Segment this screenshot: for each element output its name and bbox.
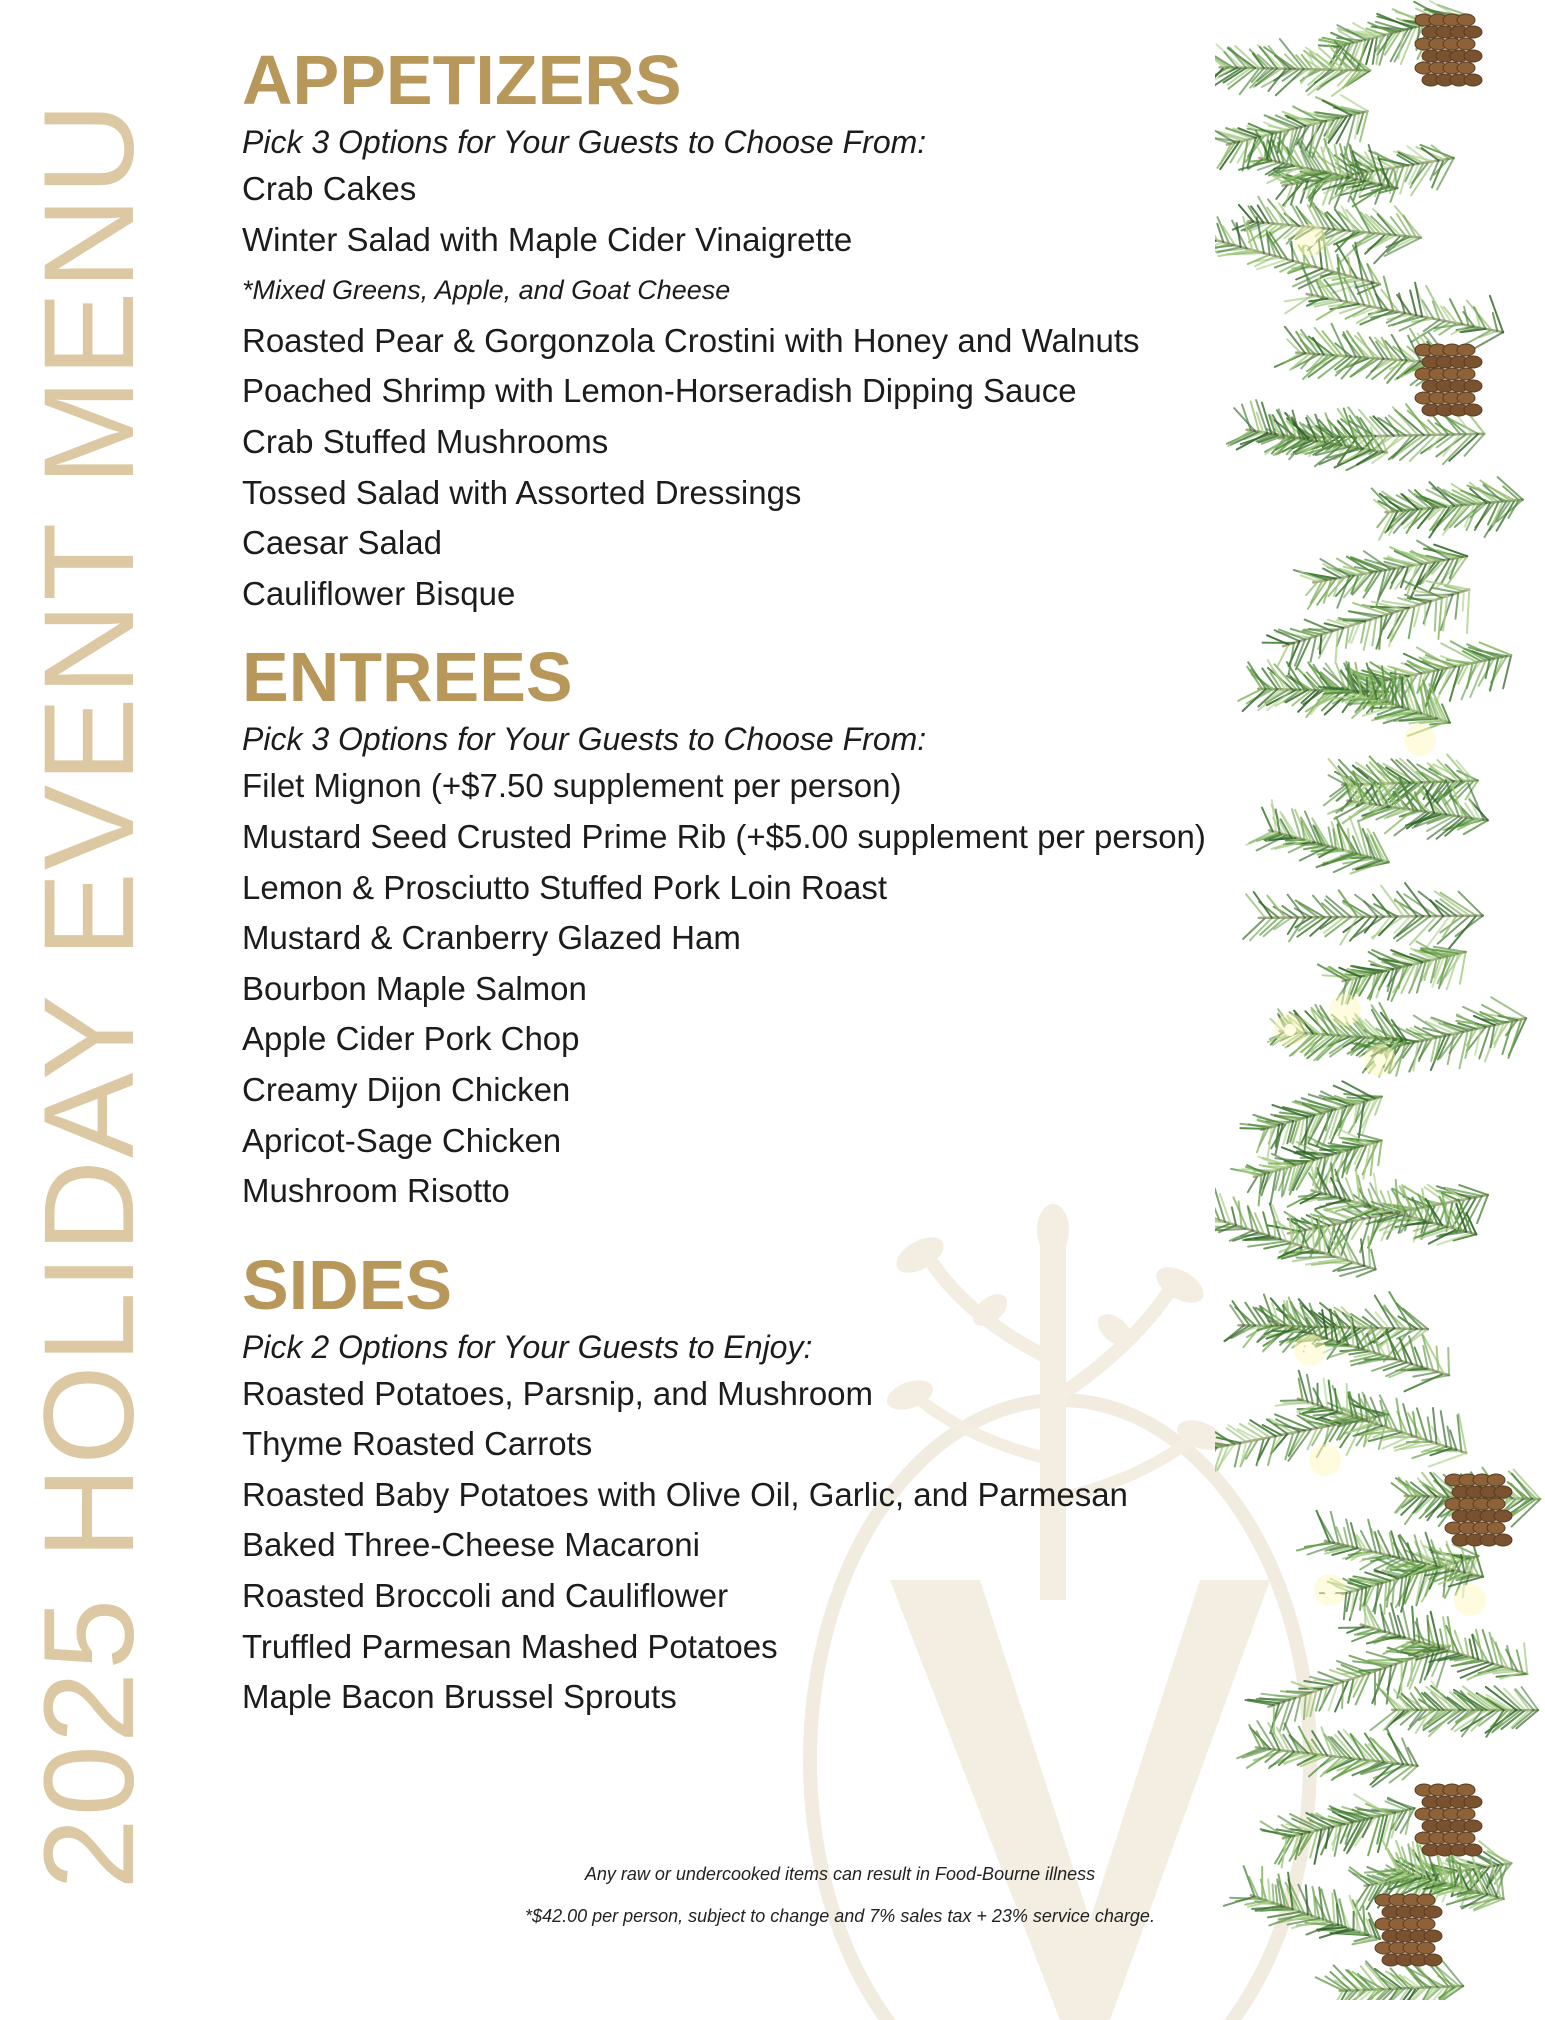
entrees-title: ENTREES [242,637,1282,717]
menu-item: Filet Mignon (+$7.50 supplement per person) [242,761,1282,812]
menu-item: Winter Salad with Maple Cider Vinaigrette [242,215,1282,266]
entrees-note: Pick 3 Options for Your Guests to Choose From: [242,717,1282,761]
menu-item: Crab Cakes [242,164,1282,215]
menu-item: Caesar Salad [242,518,1282,569]
menu-item-note: *Mixed Greens, Apple, and Goat Cheese [242,265,1282,316]
menu-item: Lemon & Prosciutto Stuffed Pork Loin Roast [242,863,1282,914]
menu-item: Poached Shrimp with Lemon-Horseradish Dipping Sauce [242,366,1282,417]
vertical-menu-title: 2025 HOLIDAY EVENT MENU [20,20,160,1970]
menu-item: Crab Stuffed Mushrooms [242,417,1282,468]
appetizers-title: APPETIZERS [242,40,1282,120]
menu-item: Apricot-Sage Chicken [242,1116,1282,1167]
menu-item: Roasted Pear & Gorgonzola Crostini with Honey and Walnuts [242,316,1282,367]
sides-title: SIDES [242,1245,1282,1325]
menu-item: Mustard & Cranberry Glazed Ham [242,913,1282,964]
appetizers-section [242,40,1282,619]
menu-item: Baked Three-Cheese Macaroni [242,1520,1282,1571]
menu-item: Truffled Parmesan Mashed Potatoes [242,1622,1282,1673]
menu-item: Cauliflower Bisque [242,569,1282,620]
entrees-section [242,637,1282,1216]
menu-item: Mushroom Risotto [242,1166,1282,1217]
menu-item: Roasted Broccoli and Cauliflower [242,1571,1282,1622]
menu-content [242,40,1282,1723]
menu-item: Apple Cider Pork Chop [242,1014,1282,1065]
sides-section [242,1245,1282,1723]
menu-item: Tossed Salad with Assorted Dressings [242,468,1282,519]
menu-item: Mustard Seed Crusted Prime Rib (+$5.00 supplement per person) [242,812,1282,863]
menu-item: Thyme Roasted Carrots [242,1419,1282,1470]
pricing-disclaimer: *$42.00 per person, subject to change and 7% sales tax + 23% service charge. [420,1906,1260,1927]
menu-item: Maple Bacon Brussel Sprouts [242,1672,1282,1723]
food-safety-disclaimer: Any raw or undercooked items can result in Food-Bourne illness [420,1864,1260,1885]
menu-item: Roasted Baby Potatoes with Olive Oil, Garlic, and Parmesan [242,1470,1282,1521]
sides-note: Pick 2 Options for Your Guests to Enjoy: [242,1325,1282,1369]
menu-item: Creamy Dijon Chicken [242,1065,1282,1116]
appetizers-note: Pick 3 Options for Your Guests to Choose From: [242,120,1282,164]
menu-item: Bourbon Maple Salmon [242,964,1282,1015]
menu-item: Roasted Potatoes, Parsnip, and Mushroom [242,1369,1282,1420]
